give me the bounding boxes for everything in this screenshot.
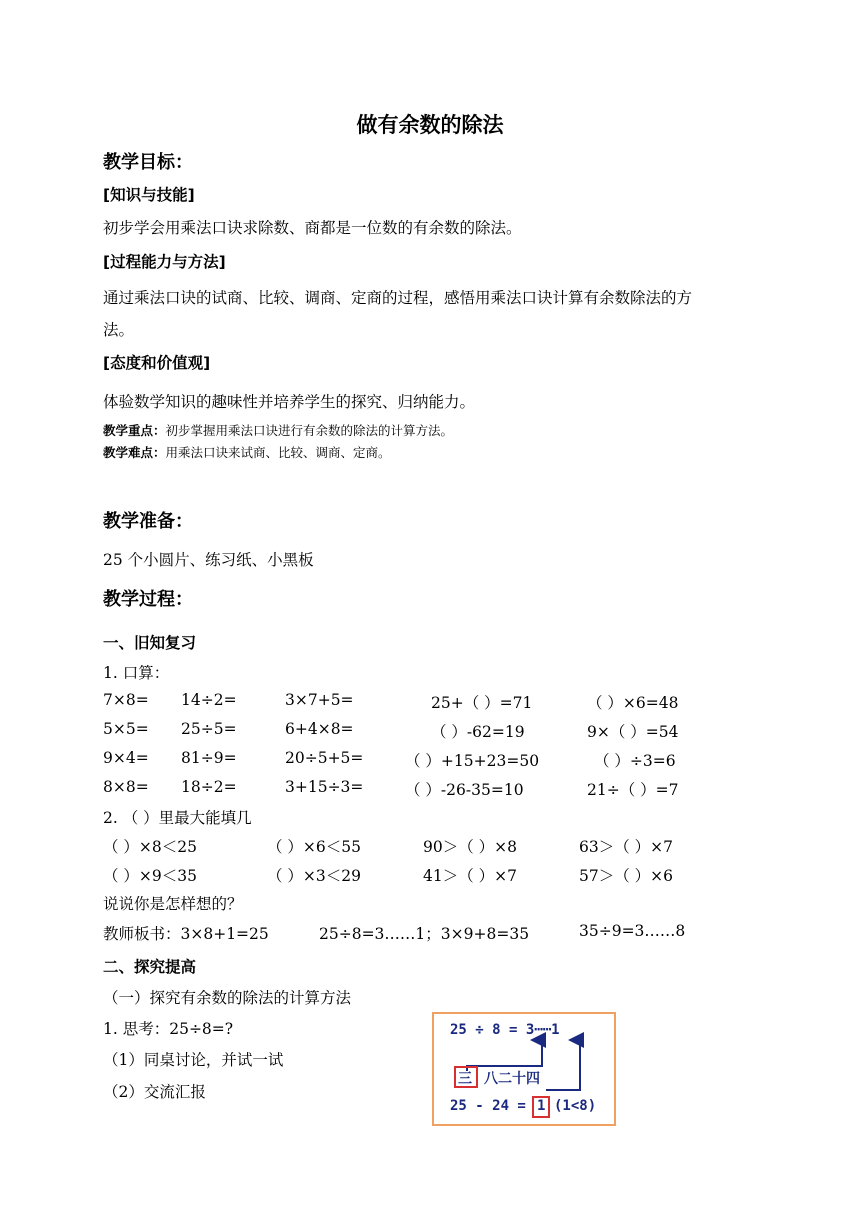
- attitude-label: [态度和价值观]: [103, 354, 211, 372]
- oral-calc-label: 1. 口算：: [103, 664, 170, 682]
- knowledge-label: [知识与技能]: [103, 186, 195, 204]
- diagram-equation: 25 ÷ 8 = 3┅┅1: [450, 1022, 560, 1038]
- calc-cell: 6+4×8=: [285, 720, 354, 738]
- remainder-compare: (1<8): [554, 1098, 597, 1114]
- board-note: 教师板书：3×8+1=25: [103, 925, 269, 943]
- remainder-digit: 1: [537, 1098, 546, 1114]
- subtraction-text: 25 - 24 =: [450, 1098, 526, 1114]
- calc-cell: （ ）÷3=6: [594, 752, 676, 770]
- calc-cell: 25÷5=: [181, 720, 237, 738]
- prep-text: 25 个小圆片、练习纸、小黑板: [103, 551, 314, 569]
- calc-cell: 8×8=: [103, 778, 149, 796]
- process-text-line2: 法。: [103, 321, 135, 339]
- calc-cell: 5×5=: [103, 720, 149, 738]
- difficulty-point: [103, 443, 391, 461]
- quotient-arrow: [467, 1040, 542, 1071]
- calc-cell: 9×4=: [103, 749, 149, 767]
- calc-cell: 9×（ ）=54: [587, 723, 679, 741]
- calc-cell: （ ）×6=48: [587, 694, 679, 712]
- calc-cell: 14÷2=: [181, 691, 237, 709]
- attitude-text: 体验数学知识的趣味性并培养学生的探究、归纳能力。: [103, 393, 476, 411]
- calc-cell: 7×8=: [103, 691, 149, 709]
- fill-cell: 41＞（ ）×7: [423, 867, 517, 885]
- fill-cell: （ ）×9＜35: [103, 867, 197, 885]
- process-text-line1: 通过乘法口诀的试商、比较、调商、定商的过程，感悟用乘法口诀计算有余数除法的方: [103, 289, 693, 307]
- knowledge-text: 初步学会用乘法口诀求除数、商都是一位数的有余数的除法。: [103, 219, 522, 237]
- explore-subheading: （一）探究有余数的除法的计算方法: [103, 989, 352, 1007]
- goals-heading: 教学目标：: [103, 152, 193, 173]
- explore-heading: 二、探究提高: [103, 958, 197, 976]
- step-report: （2）交流汇报: [103, 1083, 206, 1101]
- key-point: [103, 421, 453, 439]
- board-note: 35÷9=3……8: [579, 922, 686, 940]
- prep-heading: 教学准备：: [103, 511, 193, 532]
- remainder-arrow: [546, 1040, 580, 1090]
- calc-cell: （ ）-62=19: [431, 723, 525, 741]
- board-note: 25÷8=3……1；3×9+8=35: [319, 925, 530, 943]
- calc-cell: 25+（ ）=71: [431, 694, 533, 712]
- fill-max-label: 2. （ ）里最大能填几: [103, 809, 252, 827]
- review-heading: 一、旧知复习: [103, 634, 197, 652]
- fill-cell: 90＞（ ）×8: [423, 838, 517, 856]
- difficulty-text: 用乘法口诀来试商、比较、调商、定商。: [165, 445, 391, 460]
- think-question: 1. 思考：25÷8=?: [103, 1020, 234, 1038]
- page-title: 做有余数的除法: [356, 113, 504, 137]
- difficulty-label: 教学难点：: [103, 445, 166, 460]
- calc-cell: 81÷9=: [181, 749, 237, 767]
- process-heading: 教学过程：: [103, 589, 193, 610]
- calc-cell: 3×7+5=: [285, 691, 354, 709]
- key-point-text: 初步掌握用乘法口诀进行有余数的除法的计算方法。: [165, 423, 454, 438]
- multiplication-rhyme: 八二十四: [484, 1071, 540, 1087]
- fill-cell: （ ）×8＜25: [103, 838, 197, 856]
- fill-cell: （ ）×6＜55: [267, 838, 361, 856]
- key-point-label: 教学重点：: [103, 423, 166, 438]
- fill-cell: （ ）×3＜29: [267, 867, 361, 885]
- calc-cell: 20÷5+5=: [285, 749, 364, 767]
- fill-cell: 63＞（ ）×7: [579, 838, 673, 856]
- quotient-digit: 三: [458, 1071, 472, 1087]
- process-label: [过程能力与方法]: [103, 253, 226, 271]
- calc-cell: 21÷（ ）=7: [587, 781, 679, 799]
- division-diagram: [432, 1012, 616, 1126]
- step-discuss: （1）同桌讨论，并试一试: [103, 1051, 284, 1069]
- fill-cell: 57＞（ ）×6: [579, 867, 673, 885]
- calc-cell: （ ）+15+23=50: [405, 752, 540, 770]
- calc-cell: 3+15÷3=: [285, 778, 364, 796]
- calc-cell: 18÷2=: [181, 778, 237, 796]
- calc-cell: （ ）-26-35=10: [405, 781, 524, 799]
- explain-prompt: 说说你是怎样想的？: [103, 895, 243, 913]
